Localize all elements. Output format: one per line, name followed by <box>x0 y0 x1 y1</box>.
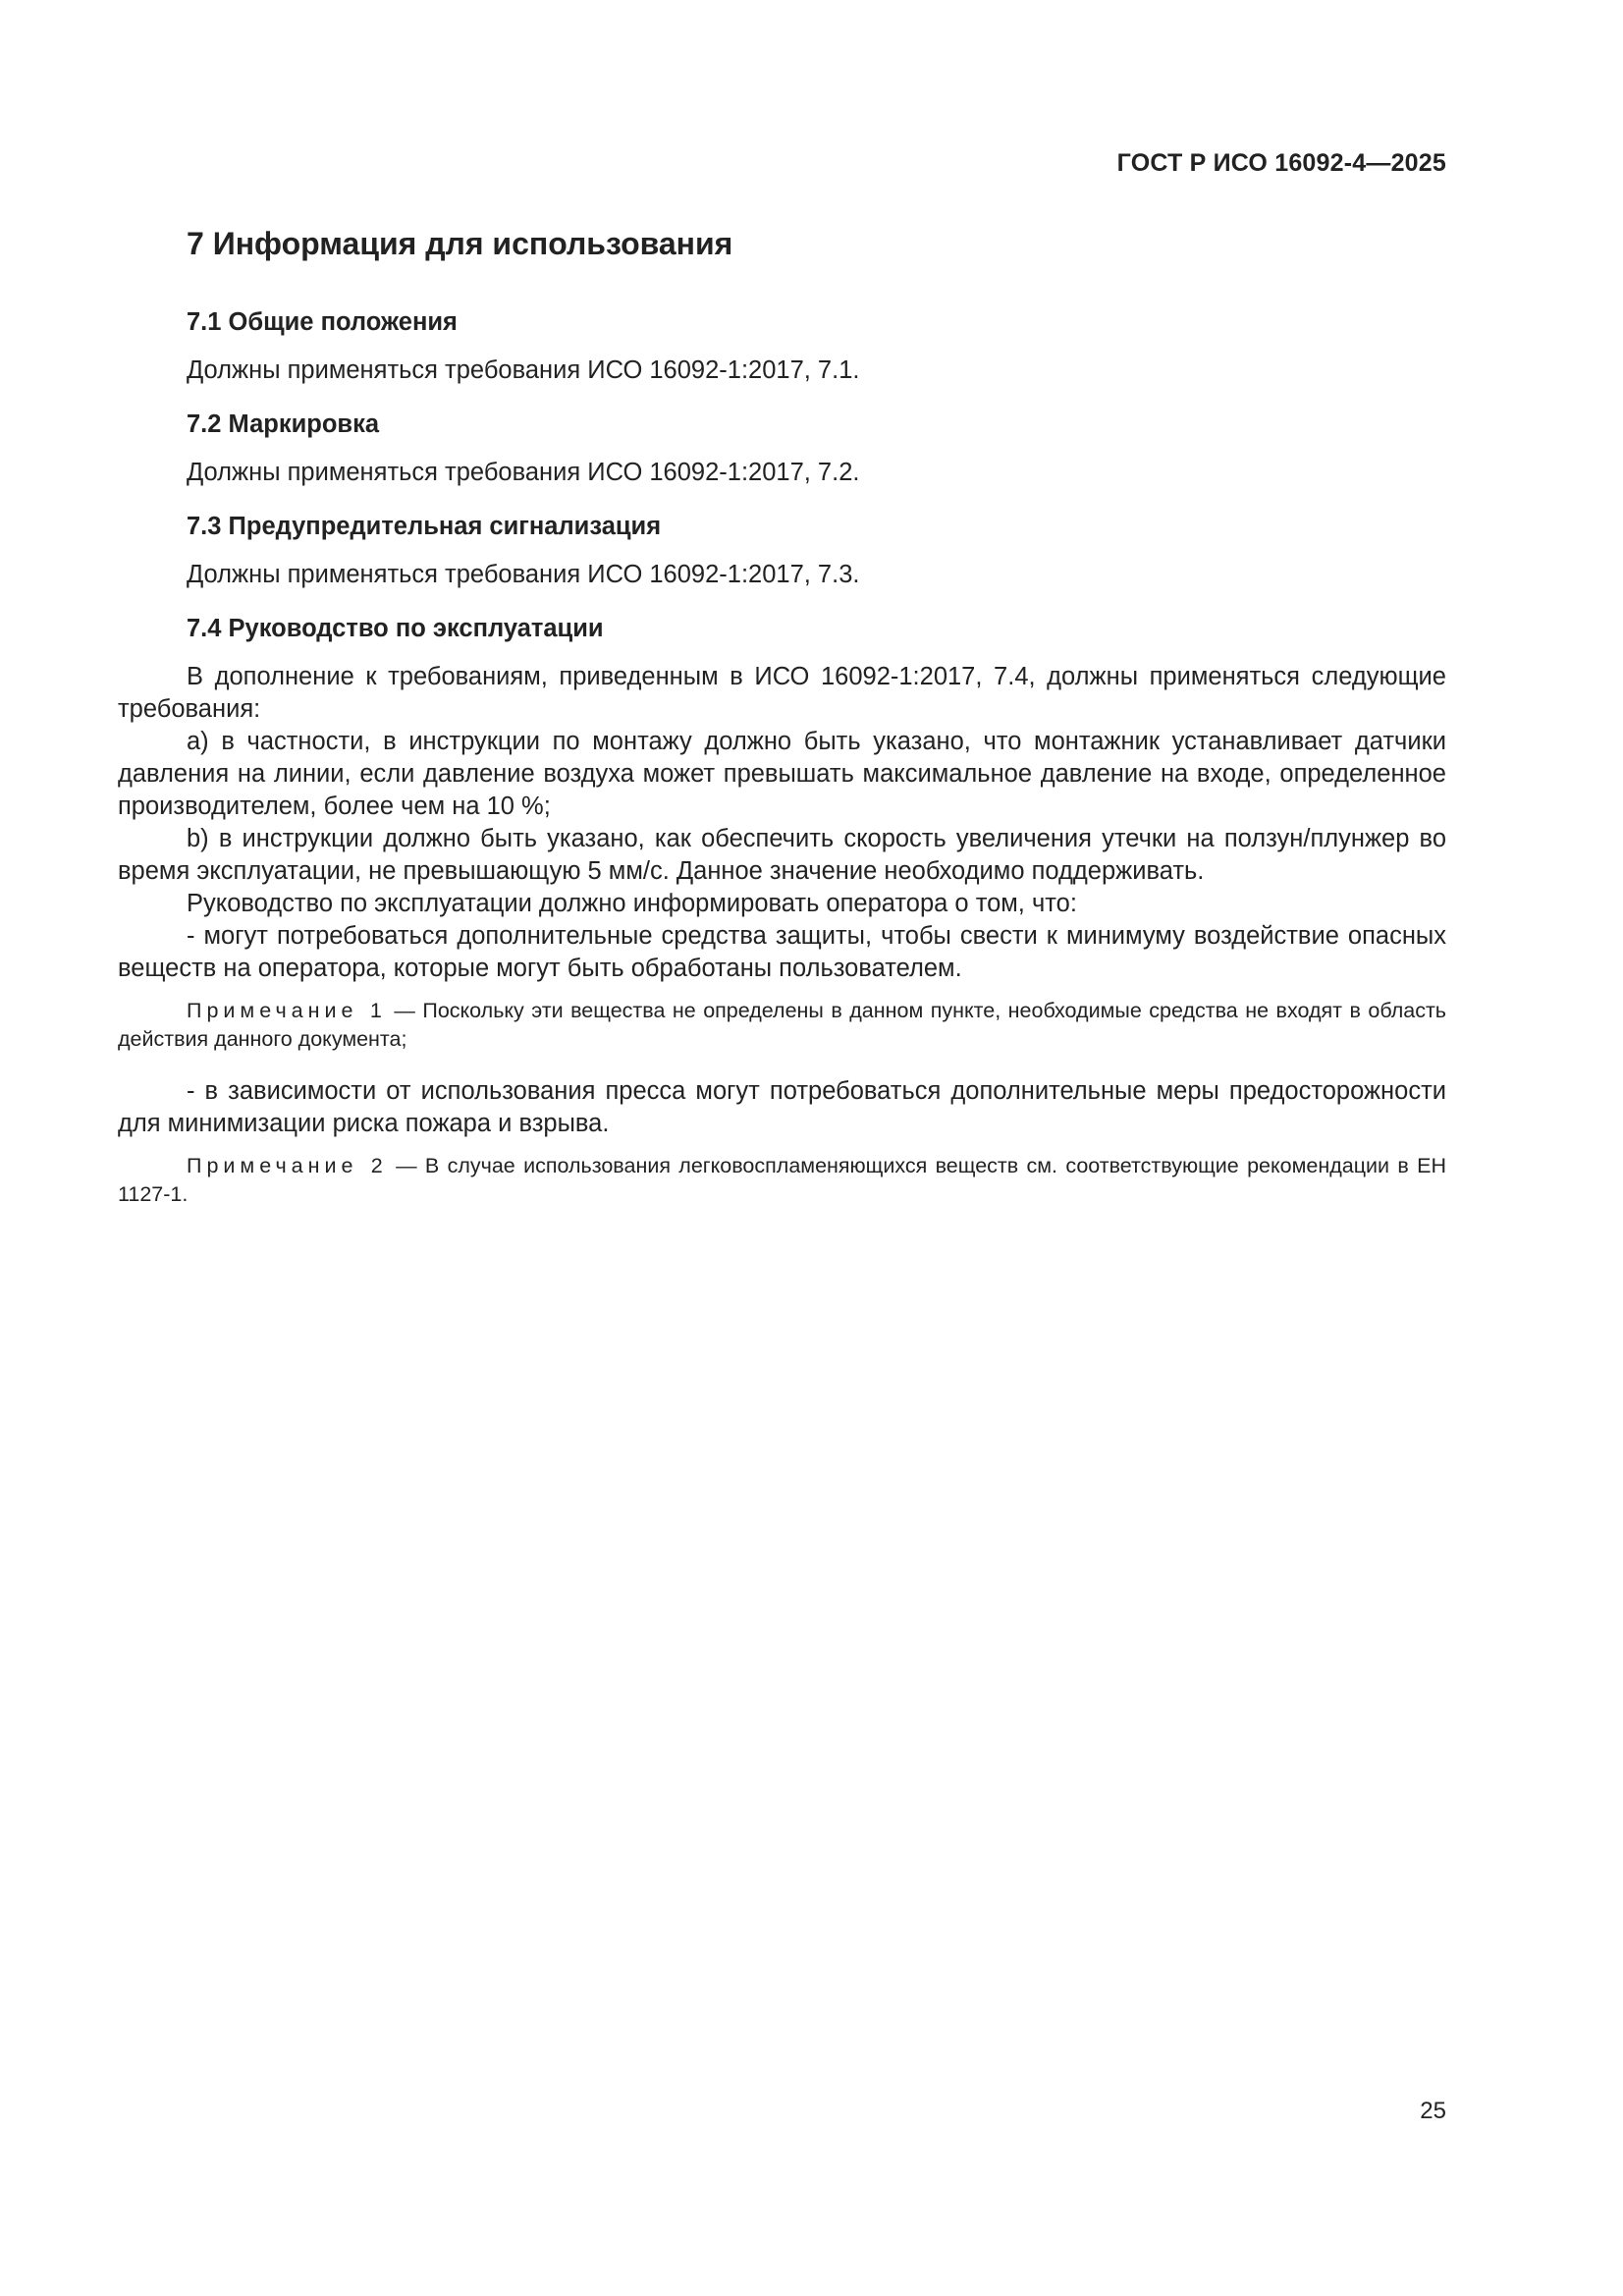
section-content <box>118 306 1446 1230</box>
subsection-text-7-2: Должны применяться требования ИСО 16092-1:2017, 7.2. <box>187 459 860 486</box>
subsection-heading-7-1: 7.1 Общие положения <box>187 308 458 336</box>
manual-item-a: a) в частности, в инструкции по монтажу должно быть указано, что монтажник устанавливает датчики давления на линии, если давление воздуха может превышать максимальное давление на входе, определенное производителем, более чем на 10 %; <box>118 728 1446 820</box>
note-1-text: — Поскольку эти вещества не определены в данном пункте, необходимые средства не входят в область действия данного документа; <box>118 999 1446 1051</box>
note-2-text: — В случае использования легковоспламеняющихся веществ см. соответствующие рекомендации в ЕН 1127-1. <box>118 1153 1446 1206</box>
section-title: 7 Информация для использования <box>187 226 733 261</box>
note-1 <box>118 997 1446 1054</box>
subsection-heading-7-4: 7.4 Руководство по эксплуатации <box>187 615 604 642</box>
note-2-label: Примечание 2 <box>187 1153 388 1177</box>
subsection-text-7-3: Должны применяться требования ИСО 16092-1:2017, 7.3. <box>187 561 860 588</box>
subsection-heading-7-3: 7.3 Предупредительная сигнализация <box>187 513 662 540</box>
manual-operator-info: Руководство по эксплуатации должно информировать оператора о том, что: <box>187 890 1077 917</box>
manual-dash-item-1: - могут потребоваться дополнительные средства защиты, чтобы свести к минимуму воздействие опасных веществ на оператора, которые могут быть обработаны пользователем. <box>118 922 1446 982</box>
page-number: 25 <box>1420 2098 1446 2124</box>
document-code: ГОСТ Р ИСО 16092-4—2025 <box>1116 149 1446 177</box>
note-2 <box>118 1152 1446 1209</box>
subsection-heading-7-2: 7.2 Маркировка <box>187 410 380 438</box>
note-1-label: Примечание 1 <box>187 999 387 1022</box>
manual-intro: В дополнение к требованиям, приведенным в ИСО 16092-1:2017, 7.4, должны применяться следующие требования: <box>118 663 1446 723</box>
subsection-text-7-1: Должны применяться требования ИСО 16092-1:2017, 7.1. <box>187 356 860 384</box>
manual-dash-item-2: - в зависимости от использования пресса могут потребоваться дополнительные меры предосторожности для минимизации риска пожара и взрыва. <box>118 1076 1446 1137</box>
manual-item-b: b) в инструкции должно быть указано, как обеспечить скорость увеличения утечки на ползун/плунжер во время эксплуатации, не превышающую 5 мм/с. Данное значение необходимо поддерживать. <box>118 825 1446 885</box>
